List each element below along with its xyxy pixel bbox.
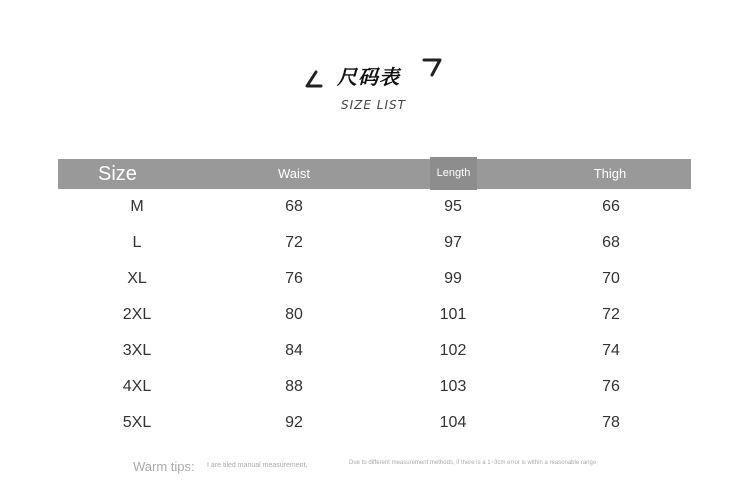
size-cell: M (130, 198, 144, 215)
waist-cell: 84 (285, 342, 303, 359)
waist-cell: 80 (285, 306, 303, 323)
size-cell: 4XL (122, 378, 152, 395)
waist-cell: 88 (285, 378, 303, 395)
thigh-cell: 66 (602, 198, 620, 215)
table-header (58, 159, 691, 189)
length-cell: 99 (444, 270, 462, 287)
thigh-cell: 76 (602, 378, 620, 395)
table-row (58, 225, 691, 261)
tips-text-measurement: I are tiled manual measurement, (207, 462, 308, 469)
waist-cell: 72 (285, 234, 303, 251)
waist-cell: 68 (285, 198, 303, 215)
length-cell: 102 (439, 342, 467, 359)
table-row (58, 297, 691, 333)
table-row (58, 369, 691, 405)
thigh-cell: 78 (602, 414, 620, 431)
size-cell: XL (127, 270, 147, 287)
thigh-cell: 68 (602, 234, 620, 251)
size-table (58, 159, 691, 441)
waist-cell: 92 (285, 414, 303, 431)
waist-cell: 76 (285, 270, 303, 287)
header-length: Length (430, 157, 477, 190)
header-waist: Waist (277, 166, 311, 181)
length-cell: 97 (444, 234, 462, 251)
thigh-cell: 74 (602, 342, 620, 359)
thigh-cell: 72 (602, 306, 620, 323)
length-cell: 104 (439, 414, 467, 431)
length-cell: 103 (439, 378, 467, 395)
table-row (58, 261, 691, 297)
length-cell: 101 (439, 306, 467, 323)
warm-tips (133, 459, 653, 479)
table-row (58, 333, 691, 369)
table-row (58, 189, 691, 225)
title-block (0, 52, 750, 122)
tips-label: Warm tips: (133, 459, 195, 474)
page-subtitle: SIZE LIST (341, 98, 406, 112)
header-thigh: Thigh (593, 166, 627, 181)
page-title: 尺码表 (337, 65, 400, 89)
size-cell: L (132, 234, 142, 251)
length-cell: 95 (444, 198, 462, 215)
right-bracket-icon (422, 56, 444, 78)
size-cell: 3XL (122, 342, 152, 359)
size-cell: 2XL (122, 306, 152, 323)
header-size: Size (98, 163, 137, 185)
thigh-cell: 70 (602, 270, 620, 287)
size-cell: 5XL (122, 414, 152, 431)
table-row (58, 405, 691, 441)
left-bracket-icon (303, 70, 323, 90)
tips-text-error-range: Due to different measurement methods, if there is a 1~3cm error is within a reasonable range (349, 460, 597, 466)
